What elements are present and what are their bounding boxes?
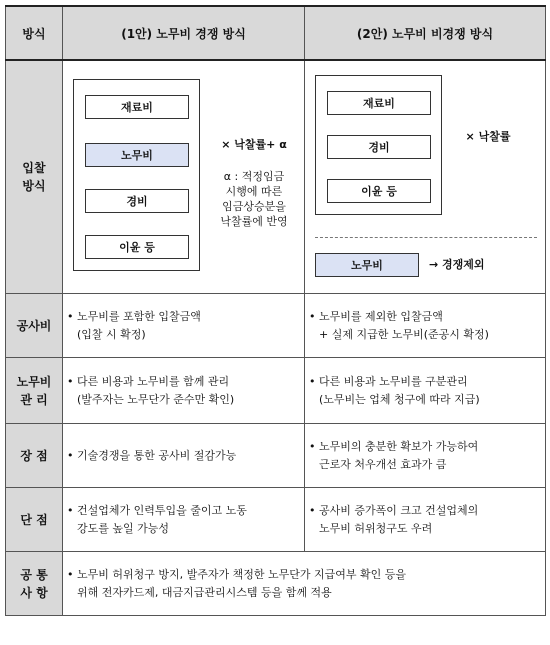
labor-management-label: 노무비 관 리: [6, 358, 63, 424]
plan2-divider: [315, 237, 537, 238]
plan1-diagram: [63, 61, 304, 293]
labor-management-row: [6, 358, 546, 424]
bid-plan2-cell: [305, 60, 546, 294]
labor-management-plan1: • 다른 비용과 노무비를 함께 관리 (발주자는 노무단가 준수만 확인): [63, 358, 305, 424]
disadvantages-row: [6, 488, 546, 552]
plan1-multiplier: × 낙찰률+ α: [221, 138, 287, 151]
plan2-excluded-note: → 경쟁제외: [429, 258, 485, 271]
common-label: 공 통 사 항: [6, 552, 63, 616]
construction-cost-label: 공사비: [6, 294, 63, 358]
plan1-expense-box: 경비: [85, 189, 189, 213]
construction-cost-plan2: • 노무비를 제외한 입찰금액 + 실제 지급한 노무비(준공시 확정): [305, 294, 546, 358]
construction-cost-plan1: • 노무비를 포함한 입찰금액 (입찰 시 확정): [63, 294, 305, 358]
plan2-multiplier: × 낙찰률: [465, 130, 511, 143]
comparison-table: [5, 5, 546, 616]
plan1-material-box: 재료비: [85, 95, 189, 119]
plan2-diagram: [305, 61, 545, 293]
bid-method-label: 입찰 방식: [6, 60, 63, 294]
common-content: • 노무비 허위청구 방지, 발주자가 책정한 노무단가 지급여부 확인 등을 위해 전자카드제, 대금지급관리시스템 등을 함께 적용: [63, 552, 546, 616]
plan2-profit-box: 이윤 등: [327, 179, 431, 203]
advantages-plan2: • 노무비의 충분한 확보가 가능하여 근로자 처우개선 효과가 큼: [305, 424, 546, 488]
plan1-profit-box: 이윤 등: [85, 235, 189, 259]
plan2-material-box: 재료비: [327, 91, 431, 115]
bid-method-row: [6, 60, 546, 294]
plan2-labor-box: 노무비: [315, 253, 419, 277]
plan1-alpha-note: α : 적정임금 시행에 따른 임금상승분을 낙찰률에 반영: [220, 170, 288, 228]
bid-plan1-cell: [63, 60, 305, 294]
plan2-expense-box: 경비: [327, 135, 431, 159]
plan1-labor-box: 노무비: [85, 143, 189, 167]
disadvantages-label: 단 점: [6, 488, 63, 552]
header-row: [6, 6, 546, 60]
disadvantages-plan1: • 건설업체가 인력투입을 줄이고 노동 강도를 높일 가능성: [63, 488, 305, 552]
common-row: [6, 552, 546, 616]
disadvantages-plan2: • 공사비 증가폭이 크고 건설업체의 노무비 허위청구도 우려: [305, 488, 546, 552]
header-plan2: (2안) 노무비 비경쟁 방식: [305, 6, 546, 60]
advantages-row: [6, 424, 546, 488]
header-plan1: (1안) 노무비 경쟁 방식: [63, 6, 305, 60]
construction-cost-row: [6, 294, 546, 358]
labor-management-plan2: • 다른 비용과 노무비를 구분관리 (노무비는 업체 청구에 따라 지급): [305, 358, 546, 424]
advantages-label: 장 점: [6, 424, 63, 488]
header-method: 방식: [6, 6, 63, 60]
advantages-plan1: • 기술경쟁을 통한 공사비 절감가능: [63, 424, 305, 488]
